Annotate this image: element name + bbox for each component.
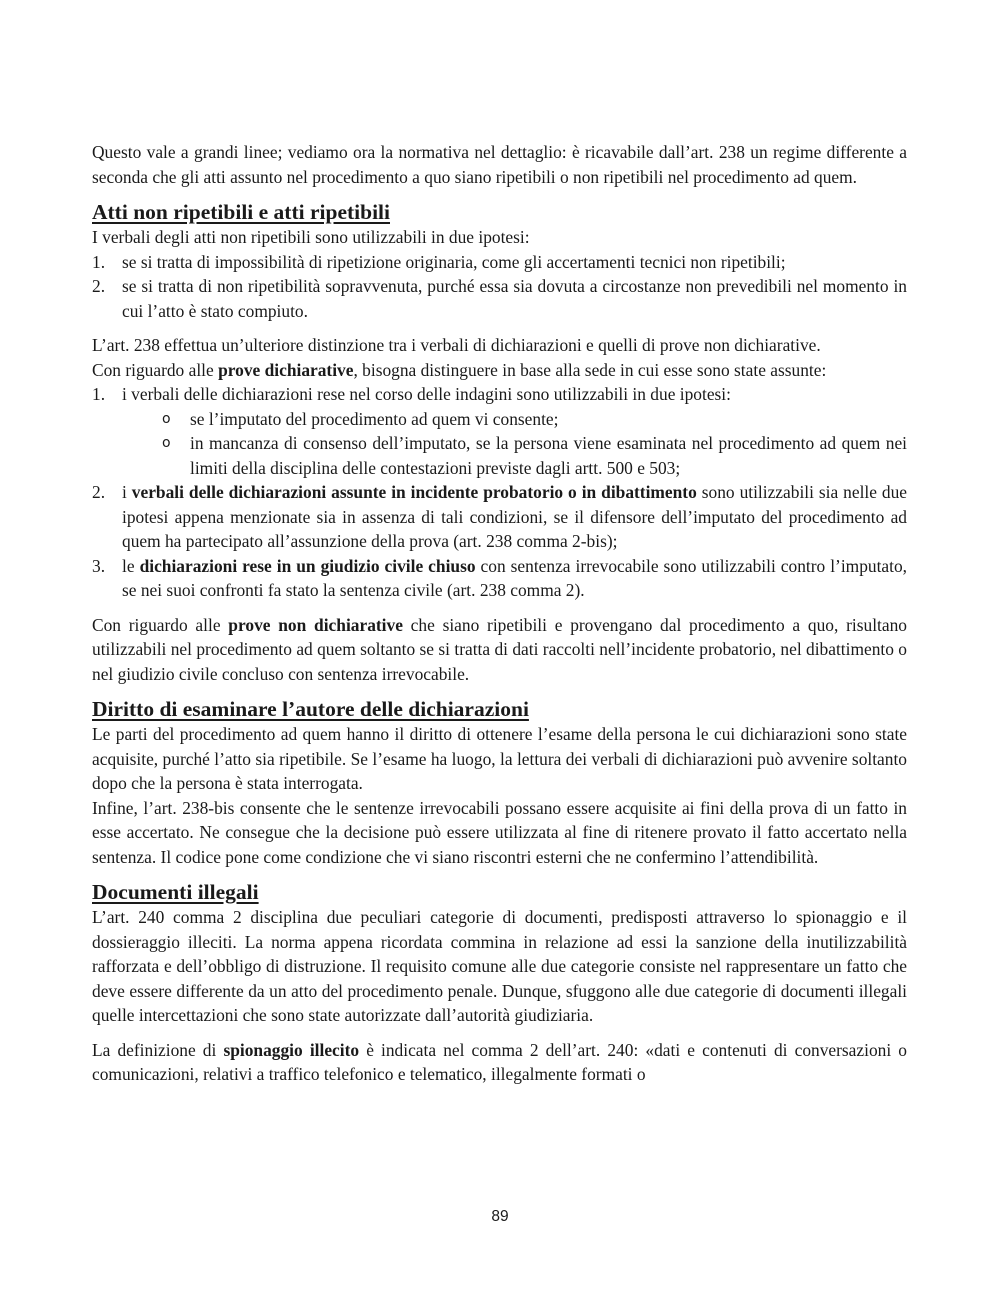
intro-paragraph: Questo vale a grandi linee; vediamo ora la normativa nel dettaglio: è ricavabile dall’art. 238 un regime differente a seconda che gli atti assunto nel procedimento a quo siano ripetibili o non ripetibili nel procedimento ad quem. bbox=[92, 142, 907, 187]
sub-list-item bbox=[92, 431, 907, 480]
section-heading-documenti: Documenti illegali bbox=[92, 880, 259, 904]
list-item bbox=[92, 382, 907, 407]
bold-term: prove dichiarative bbox=[218, 359, 354, 380]
list-item bbox=[92, 250, 907, 275]
list-item bbox=[92, 274, 907, 323]
bold-term: dichiarazioni rese in un giudizio civile chiuso bbox=[139, 555, 476, 576]
distinction-line: L’art. 238 effettua un’ulteriore distinzione tra i verbali di dichiarazioni e quelli di prove non dichiarative. bbox=[92, 335, 821, 355]
bold-term: prove non dichiarative bbox=[228, 614, 403, 635]
sub-list bbox=[92, 407, 907, 481]
list-item bbox=[92, 480, 907, 554]
list-number: 1. bbox=[92, 251, 106, 272]
list-number: 2. bbox=[92, 482, 106, 502]
text-run: La definizione di bbox=[92, 1039, 224, 1060]
spionaggio-paragraph bbox=[92, 1038, 907, 1087]
sub-text: se l’imputato del procedimento ad quem vi consente; bbox=[190, 408, 559, 429]
prove-non-dichiarative-paragraph bbox=[92, 613, 907, 687]
sub-text: in mancanza di consenso dell’imputato, se la persona viene esaminata nel procedimento ad quem nei limiti della disciplina delle contestazioni previste dagli artt. 500 e 503; bbox=[190, 433, 907, 478]
list-text: se si tratta di impossibilità di ripetizione originaria, come gli accertamenti tecnici non ripetibili; bbox=[122, 251, 786, 272]
bullet-icon: o bbox=[162, 435, 171, 451]
section-heading-diritto: Diritto di esaminare l’autore delle dichiarazioni bbox=[92, 697, 529, 721]
esame-paragraph: Le parti del procedimento ad quem hanno il diritto di ottenere l’esame della persona le cui dichiarazioni sono state acquisite, purché l’atto sia ripetibile. Se l’esame ha luogo, la lettura dei verbali di dichiarazioni può avvenire soltanto dopo che la persona è stata interrogata. bbox=[92, 724, 907, 793]
atti-list bbox=[92, 250, 907, 324]
section-heading-atti: Atti non ripetibili e atti ripetibili bbox=[92, 200, 390, 224]
list-text: i verbali delle dichiarazioni rese nel corso delle indagini sono utilizzabili in due ipotesi: bbox=[122, 384, 731, 404]
text-run: sono utilizzabili sia nelle due ipotesi appena menzionate sia in assenza di tali condizioni, se il difensore dell’imputato del procedimento ad quem ha partecipato all’assunzione della prova (art. 238 comma 2-bis); bbox=[122, 482, 908, 551]
text-run: i bbox=[122, 482, 132, 502]
sub-list-item bbox=[92, 407, 907, 432]
list-text: se si tratta di non ripetibilità sopravvenuta, purché essa sia dovuta a circostanze non prevedibili nel momento in cui l’atto è stato compiuto. bbox=[122, 276, 907, 321]
page-body bbox=[92, 140, 907, 1087]
text-run: , bisogna distinguere in base alla sede in cui esse sono state assunte: bbox=[353, 359, 827, 380]
dichiarazioni-list-cont bbox=[92, 480, 907, 603]
sentenze-paragraph: Infine, l’art. 238-bis consente che le sentenze irrevocabili possano essere acquisite ai fini della prova di un fatto in esse accertato. Ne consegue che la decisione può essere utilizzata al fine di ritenere provato il fatto accertato nella sentenza. Il codice pone come condizione che vi siano riscontri esterni che ne confermino l’attendibilità. bbox=[92, 797, 907, 867]
list-number: 3. bbox=[92, 555, 106, 576]
text-run: Con riguardo alle bbox=[92, 614, 229, 635]
text-run: che siano ripetibili e provengano dal procedimento a quo, risultano utilizzabili nel procedimento ad quem soltanto se si tratta di dati raccolti nell’incidente probatorio, nel dibattimento o nel giudizio civile concluso con sentenza irrevocabile. bbox=[92, 614, 907, 684]
section1-lead: I verbali degli atti non ripetibili sono utilizzabili in due ipotesi: bbox=[92, 227, 530, 247]
list-number: 2. bbox=[92, 276, 106, 296]
text-run: Con riguardo alle bbox=[92, 359, 219, 380]
text-run: è indicata nel comma 2 dell’art. 240: «dati e contenuti di conversazioni o comunicazioni, relativi a traffico telefonico e telematico, illegalmente formati o bbox=[92, 1039, 907, 1084]
bold-term: verbali delle dichiarazioni assunte in incidente probatorio o in dibattimento bbox=[131, 482, 697, 502]
bold-term: spionaggio illecito bbox=[223, 1039, 360, 1060]
list-item bbox=[92, 554, 907, 603]
prove-dichiarative-line bbox=[92, 358, 907, 383]
documenti-paragraph: L’art. 240 comma 2 disciplina due peculiari categorie di documenti, predisposti attraverso lo spionaggio e il dossieraggio illeciti. La norma appena ricordata commina in relazione ad essi la sanzione della inutilizzabilità rafforzata e dell’obbligo di distruzione. Il requisito comune alle due categorie consiste nel rappresentare un fatto che deve essere differente da un atto del procedimento penale. Dunque, sfuggono alle due categorie di documenti illegali quelle intercettazioni che sono state autorizzate dall’autorità giudiziaria. bbox=[92, 907, 907, 1025]
text-run: le bbox=[122, 555, 140, 576]
list-number: 1. bbox=[92, 384, 106, 404]
text-run: con sentenza irrevocabile sono utilizzabili contro l’imputato, se nei suoi confronti fa stato la sentenza civile (art. 238 comma 2). bbox=[122, 555, 908, 600]
page-number: 89 bbox=[491, 1208, 509, 1225]
bullet-icon: o bbox=[162, 410, 171, 427]
dichiarazioni-list bbox=[92, 382, 907, 407]
